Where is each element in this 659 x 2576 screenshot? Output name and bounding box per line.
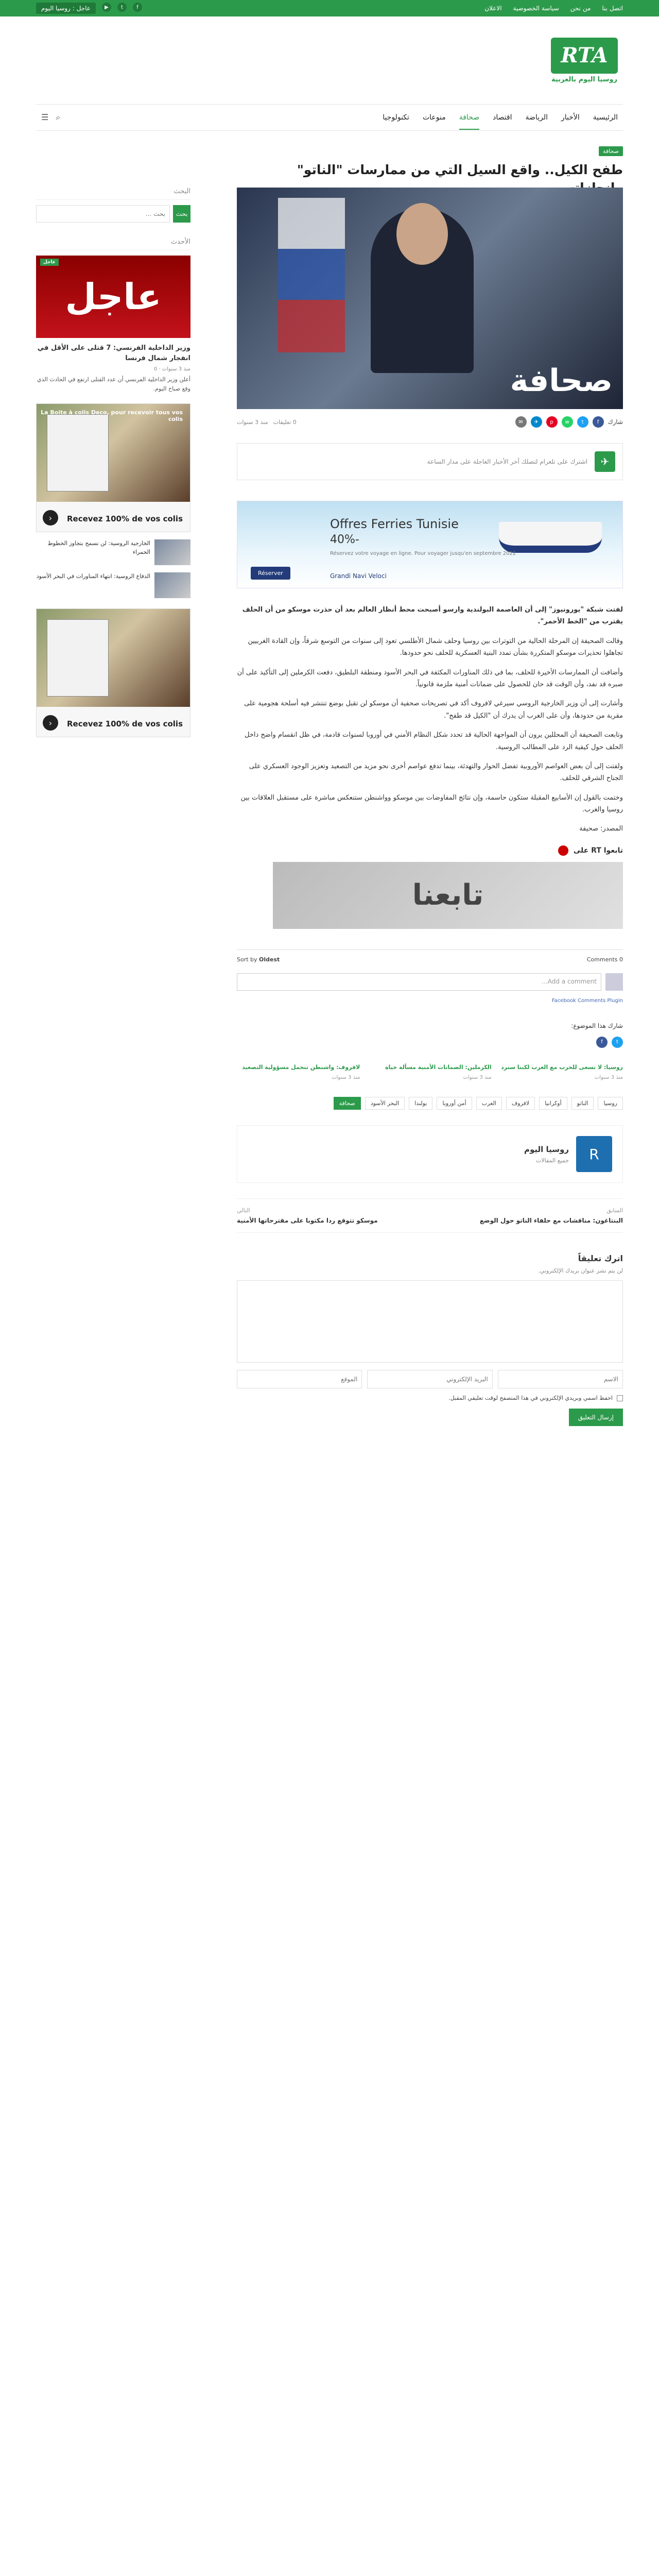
name-field[interactable] (498, 1370, 623, 1388)
twitter-icon[interactable]: t (117, 3, 127, 12)
content-wrap (36, 131, 623, 2576)
twitter-icon[interactable]: t (577, 416, 588, 428)
main-nav (36, 104, 623, 131)
ad-discount: -40% (330, 533, 359, 546)
tag-item[interactable]: أمن أوروبا (437, 1097, 472, 1110)
top-link[interactable]: من نحن (570, 5, 591, 12)
reply-form (237, 1253, 623, 1426)
breaking-badge: عاجل (40, 259, 59, 266)
ad-text: La Boite à colis Deco, pour recevoir tous vos colis (41, 409, 183, 423)
ad-brand: Grandi Navi Veloci (330, 572, 387, 580)
article-hero-image (237, 188, 623, 409)
top-bar (0, 0, 659, 16)
article-lead: لفتت شبكة "يورونيوز" إلى أن العاصمة البولندية وارسو أصبحت محط أنظار العالم بعد أن حذرت موسكو من أن الحلف يقترب من "الخط الأحمر". (242, 606, 623, 626)
widget-title: البحث (36, 188, 190, 200)
tag-item[interactable]: الناتو (571, 1097, 594, 1110)
image-watermark: صحافة (510, 363, 613, 399)
related-date: منذ 3 سنوات (594, 1075, 623, 1081)
news-thumbnail (154, 572, 190, 598)
comment-textarea[interactable] (237, 1280, 623, 1363)
tag-item[interactable]: أوكرانيا (539, 1097, 567, 1110)
sort-value: Oldest (259, 956, 280, 963)
top-link[interactable]: الاعلان (484, 5, 502, 12)
telegram-icon[interactable]: ✈ (531, 416, 542, 428)
top-link[interactable]: سياسة الخصوصية (513, 5, 559, 12)
breaking-image[interactable] (36, 256, 190, 338)
top-link[interactable]: اتصل بنا (602, 5, 623, 12)
article-paragraph: وأضافت أن الممارسات الأخيرة للحلف، بما في ذلك المناورات المكثفة في البحر الأسود ومنطقة البلطيق، دفعت الكرملين إلى التأكيد على أن صبره قد نفد، وأن الوقت قد حان للحصول على ضمانات أمنية ملزمة قانونياً. (237, 668, 623, 688)
logo-mark: RTA (551, 38, 618, 74)
follow-label: تابعوا RT على (573, 846, 623, 855)
share-block (237, 1022, 623, 1048)
tag-item[interactable]: بولندا (409, 1097, 432, 1110)
related-item[interactable] (500, 1063, 623, 1082)
parcel-box-shape (47, 414, 109, 492)
category-tag[interactable]: صحافة (599, 146, 623, 156)
news-meta: منذ 3 سنوات · 0 (153, 366, 190, 372)
article-source: المصدر: صحيفة (579, 825, 623, 833)
website-field[interactable] (237, 1370, 362, 1388)
flag-shape (278, 198, 345, 352)
parcel-box-shape (47, 619, 109, 697)
tag-item[interactable]: روسيا (598, 1097, 623, 1110)
author-avatar[interactable]: R (576, 1136, 612, 1172)
pinterest-icon[interactable]: p (546, 416, 558, 428)
next-post[interactable] (237, 1207, 378, 1224)
share-label: شارك (608, 418, 623, 426)
latest-widget (36, 238, 190, 737)
save-info-label: احفظ اسمي وبريدي الإلكتروني في هذا المتصفح لوقت تعليقي المقبل. (448, 1395, 613, 1402)
article-paragraph: وتابعت الصحيفة أن المحللين يرون أن المواجهة الحالية قد تحدد شكل النظام الأمني في أوروبا لسنوات قادمة، في ظل انقسام واضح داخل الحلف حول كيفية الرد على المطالب الروسية. (245, 731, 623, 751)
related-date: منذ 3 سنوات (463, 1075, 492, 1081)
ad-button[interactable]: Réserver (251, 567, 290, 580)
ship-shape (499, 522, 602, 553)
author-box (237, 1125, 623, 1183)
save-info-checkbox[interactable] (617, 1395, 623, 1401)
post-navigation (237, 1198, 623, 1233)
related-title: روسيا: لا نسعى للحرب مع الغرب لكننا سنرد (501, 1063, 623, 1071)
prev-label: السابق (606, 1207, 623, 1214)
news-thumbnail (154, 539, 190, 565)
news-title: الخارجية الروسية: لن نسمح بتجاوز الخطوط الحمراء (47, 540, 150, 555)
nav-item[interactable]: الرئيسية (593, 113, 618, 122)
publish-date: منذ 3 سنوات (237, 418, 268, 426)
share-bar (237, 416, 623, 428)
prev-post[interactable] (480, 1207, 623, 1224)
comments-widget (237, 950, 623, 1004)
article-meta (237, 419, 297, 426)
chevron-left-icon[interactable]: ‹ (43, 715, 58, 731)
list-item[interactable] (36, 539, 190, 565)
related-title: لافروف: واشنطن تتحمل مسؤولية التصعيد (242, 1063, 360, 1071)
chevron-left-icon[interactable]: ‹ (43, 510, 58, 526)
news-title[interactable]: وزير الداخلية الفرنسي: 7 قتلى على الأقل في انفجار شمال فرنسا (37, 344, 190, 362)
ad-small: Réservez votre voyage en ligne. Pour voyager jusqu'en septembre 2022 (330, 551, 516, 556)
telegram-icon: ✈ (595, 451, 615, 472)
related-item[interactable] (368, 1063, 491, 1082)
nav-item-active[interactable]: صحافة (459, 113, 479, 130)
twitter-icon[interactable]: t (612, 1037, 623, 1048)
related-posts (237, 1063, 623, 1082)
article-paragraph: وختمت بالقول إن الأسابيع المقبلة ستكون حاسمة، وإن نتائج المفاوضات بين موسكو وواشنطن ستنعكس مباشرة على مستقبل العلاقات بين روسيا والغرب. (240, 793, 623, 814)
sidebar-ad[interactable] (36, 608, 190, 737)
article-main (237, 188, 623, 1426)
article-body (237, 604, 623, 835)
nav-item[interactable]: الرياضة (525, 113, 548, 122)
article-paragraph: وقالت الصحيفة إن المرحلة الحالية من التوترات بين روسيا وحلف شمال الأطلسي تعود إلى سنوات من التوسع شرقاً، وإن القادة الغربيين تجاهلوا تحذيرات موسكو المتكررة بشأن تمدد البنية العسكرية للحلف نحو حدودها. (248, 637, 623, 657)
tag-list (237, 1097, 623, 1110)
ferry-ad[interactable] (237, 501, 623, 588)
search-input[interactable] (36, 205, 170, 223)
email-field[interactable] (367, 1370, 492, 1388)
logo-subtitle: روسيا اليوم بالعربية (551, 75, 618, 83)
list-item[interactable] (36, 572, 190, 598)
search-icon[interactable]: ⌕ (56, 112, 61, 122)
follow-image[interactable]: تابعنا (273, 862, 623, 929)
facebook-icon[interactable]: f (593, 416, 604, 428)
nav-item[interactable]: اقتصاد (493, 113, 512, 122)
author-sub[interactable]: جميع المقالات (535, 1157, 569, 1164)
tag-item[interactable]: البحر الأسود (365, 1097, 405, 1110)
sort-label: Sort by (237, 956, 257, 963)
share-block-label: شارك هذا الموضوع: (571, 1022, 623, 1029)
menu-icon[interactable]: ☰ (41, 112, 49, 122)
comments-sort[interactable] (237, 956, 280, 963)
tag-item[interactable]: لافروف (506, 1097, 535, 1110)
related-item[interactable] (237, 1063, 360, 1082)
breadcrumb (599, 146, 623, 156)
sidebar-ad[interactable] (36, 403, 190, 532)
reply-note: لن يتم نشر عنوان بريدك الإلكتروني. (538, 1267, 623, 1275)
tag-item[interactable]: الغرب (476, 1097, 502, 1110)
follow-row (237, 845, 623, 856)
related-date: منذ 3 سنوات (332, 1075, 360, 1081)
reply-title: اترك تعليقاً (578, 1253, 623, 1264)
nav-item[interactable]: تكنولوجيا (383, 113, 409, 122)
facebook-icon[interactable]: f (596, 1037, 608, 1048)
prev-title: البنتاغون: مناقشات مع حلفاء الناتو حول الوضع (479, 1217, 623, 1225)
breaking-word: عاجل (65, 276, 162, 318)
comments-plugin-link[interactable]: Facebook Comments Plugin (551, 997, 623, 1004)
email-icon[interactable]: ✉ (515, 416, 527, 428)
facebook-icon[interactable]: f (133, 3, 142, 12)
search-button[interactable]: بحث (173, 205, 190, 223)
comment-input[interactable]: Add a comment... (237, 973, 601, 991)
vk-icon[interactable] (558, 845, 568, 856)
next-title: موسكو تتوقع ردا مكتوبا على مقترحاتها الأمنية (237, 1217, 378, 1225)
nav-item[interactable]: منوعات (422, 113, 446, 122)
youtube-icon[interactable]: ▶ (102, 3, 111, 12)
widget-title: الأحدث (36, 238, 190, 250)
telegram-banner[interactable] (237, 443, 623, 480)
site-header (0, 16, 659, 104)
article-paragraph: ولفتت إلى أن بعض العواصم الأوروبية تفضل الحوار والتهدئة، بينما تدفع عواصم أخرى نحو مزيد من التصعيد وتعزيز الوجود العسكري على الجناح الشرقي للحلف. (249, 762, 623, 783)
search-widget (36, 188, 190, 223)
ad-headline: Offres Ferries Tunisie (330, 517, 459, 531)
avatar (605, 973, 623, 991)
news-title: الدفاع الروسية: انتهاء المناورات في البحر الأسود (36, 573, 150, 580)
tag-item-active[interactable]: صحافة (334, 1097, 361, 1110)
breaking-badge[interactable]: عاجل : روسيا اليوم (36, 3, 96, 14)
ad-caption: Recevez 100% de vos colis (66, 514, 183, 524)
nav-item[interactable]: الأخبار (561, 113, 580, 122)
related-title: الكرملين: الضمانات الأمنية مسألة حياة (385, 1063, 492, 1071)
telegram-text: اشترك على تلغرام لتصلك آخر الأخبار العاجلة على مدار الساعة (427, 458, 587, 465)
submit-button[interactable]: إرسال التعليق (569, 1409, 623, 1426)
author-name[interactable]: روسيا اليوم (524, 1144, 569, 1154)
sidebar (36, 188, 190, 753)
whatsapp-icon[interactable]: w (562, 416, 573, 428)
next-label: التالي (237, 1207, 250, 1214)
comment-count[interactable]: 0 تعليقات (273, 418, 297, 426)
news-excerpt: أعلن وزير الداخلية الفرنسي أن عدد القتلى ارتفع في الحادث الذي وقع صباح اليوم. (37, 376, 190, 392)
article-title: طفح الكيل.. واقع السيل التي من ممارسات "الناتو" (297, 162, 623, 177)
comments-count: 0 Comments (586, 956, 623, 963)
site-logo[interactable] (546, 31, 623, 89)
face-shape (396, 203, 448, 265)
ad-caption: Recevez 100% de vos colis (66, 719, 183, 729)
article-paragraph: وأشارت إلى أن وزير الخارجية الروسي سيرغي لافروف أكد في تصريحات صحفية أن موسكو لن تقبل بوضع تنتشر فيه أسلحة هجومية على مقربة من حدودها، وأن على الغرب أن يدرك أن "الكيل قد طفح". (244, 700, 623, 720)
